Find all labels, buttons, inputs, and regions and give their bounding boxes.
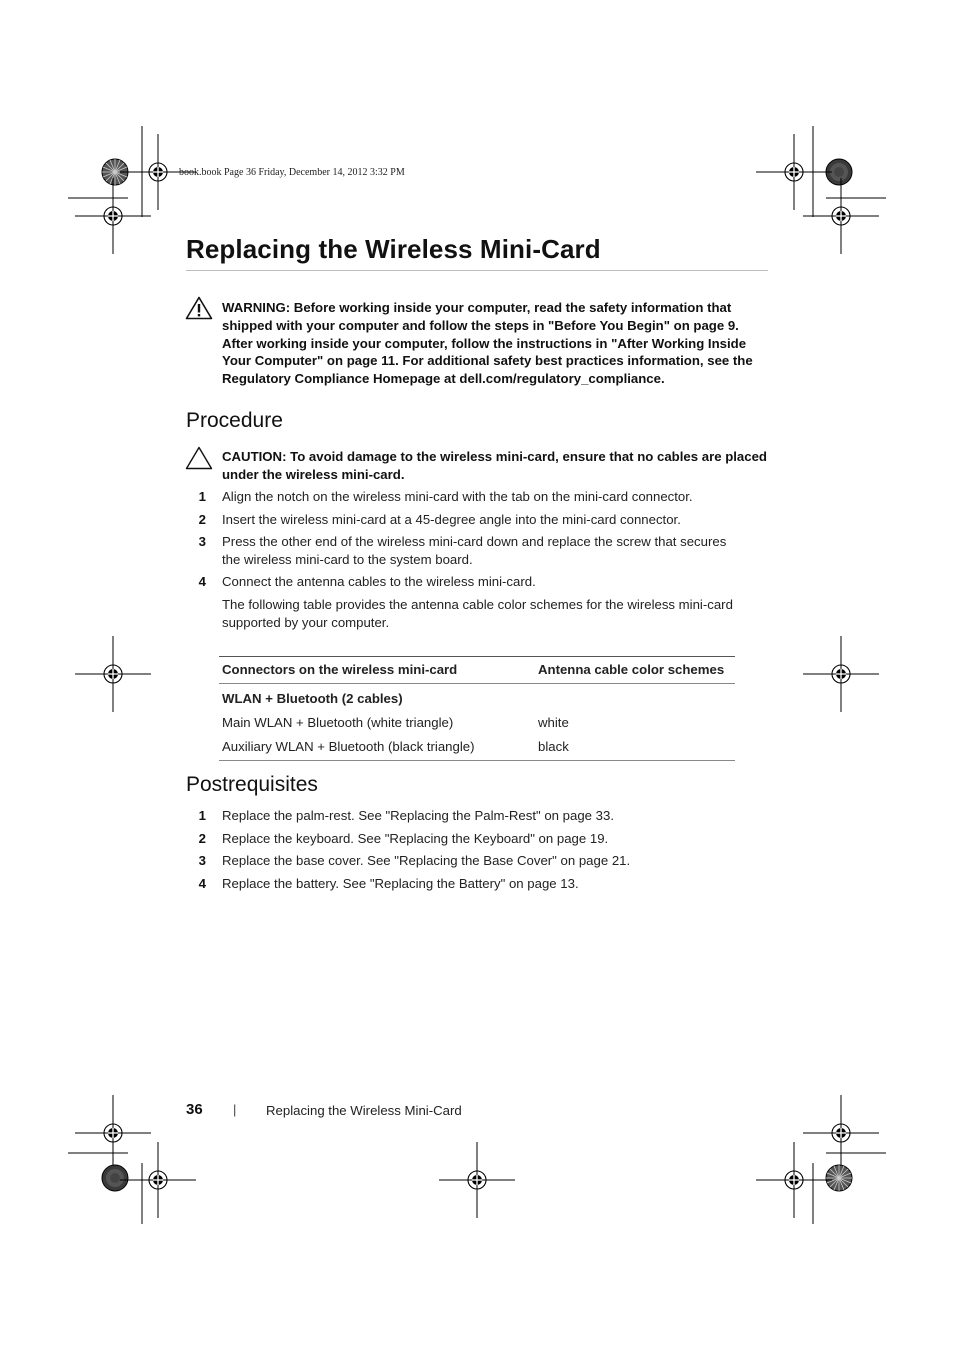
step-number: 2 — [198, 831, 206, 846]
step-number: 3 — [198, 853, 206, 868]
step-number: 4 — [198, 574, 206, 589]
page-number: 36 — [186, 1101, 203, 1118]
procedure-heading: Procedure — [186, 409, 283, 432]
postrequisites-heading: Postrequisites — [186, 773, 318, 796]
table-row — [219, 734, 735, 761]
table-cell-connector: Main WLAN + Bluetooth (white triangle) — [222, 714, 454, 730]
step-text: Align the notch on the wireless mini-card with the tab on the mini-card connector. — [222, 489, 693, 504]
step-text: Replace the keyboard. See "Replacing the Keyboard" on page 19. — [222, 831, 609, 846]
table-header-connectors: Connectors on the wireless mini-card — [219, 657, 535, 684]
table-row — [219, 710, 735, 734]
step-number: 3 — [198, 534, 206, 549]
footer-section-title: Replacing the Wireless Mini-Card — [266, 1103, 462, 1118]
footer-separator: | — [233, 1102, 237, 1117]
step-text: Replace the palm-rest. See "Replacing the Palm-Rest" on page 33. — [222, 808, 615, 823]
table-header-color-schemes: Antenna cable color schemes — [535, 657, 735, 684]
step-number: 1 — [198, 808, 206, 823]
step-text: Press the other end of the wireless mini-card down and replace the screw that secures the wireless mini-card to the system board. — [222, 534, 727, 567]
antenna-cable-table — [219, 656, 735, 761]
print-slug: book.book Page 36 Friday, December 14, 2012 3:32 PM — [179, 167, 405, 178]
caution-text: CAUTION: To avoid damage to the wireless mini-card, ensure that no cables are placed under the wireless mini-card. — [222, 449, 767, 482]
table-header-row — [219, 657, 735, 684]
step-number: 2 — [198, 512, 206, 527]
table-group-row — [219, 684, 735, 711]
step-text: Connect the antenna cables to the wireless mini-card. — [222, 574, 536, 589]
step-text: Replace the battery. See "Replacing the Battery" on page 13. — [222, 876, 579, 891]
title-rule — [186, 270, 768, 271]
step-text: Insert the wireless mini-card at a 45-degree angle into the mini-card connector. — [222, 512, 681, 527]
step-text: Replace the base cover. See "Replacing the Base Cover" on page 21. — [222, 853, 631, 868]
table-group-label: WLAN + Bluetooth (2 cables) — [222, 690, 403, 706]
caution-icon — [185, 446, 213, 470]
warning-icon — [185, 296, 213, 320]
page-title: Replacing the Wireless Mini-Card — [186, 234, 601, 264]
table-cell-color: white — [538, 714, 569, 730]
table-cell-connector: Auxiliary WLAN + Bluetooth (black triangle) — [219, 734, 535, 761]
warning-text: WARNING: Before working inside your computer, read the safety information that shipped with your computer and follow the steps in "Before You Begin" on page 9. After working inside your computer, follow the instructions in "After Working Inside Your Computer" on page 11. For additional safety best practices information, see the Regulatory Compliance Homepage at dell.com/regulatory_compliance. — [222, 300, 753, 387]
step-number: 1 — [198, 489, 206, 504]
step-number: 4 — [198, 876, 206, 891]
table-intro: The following table provides the antenna cable color schemes for the wireless mini-card supported by your computer. — [222, 597, 733, 630]
table-cell-color: black — [535, 734, 735, 761]
